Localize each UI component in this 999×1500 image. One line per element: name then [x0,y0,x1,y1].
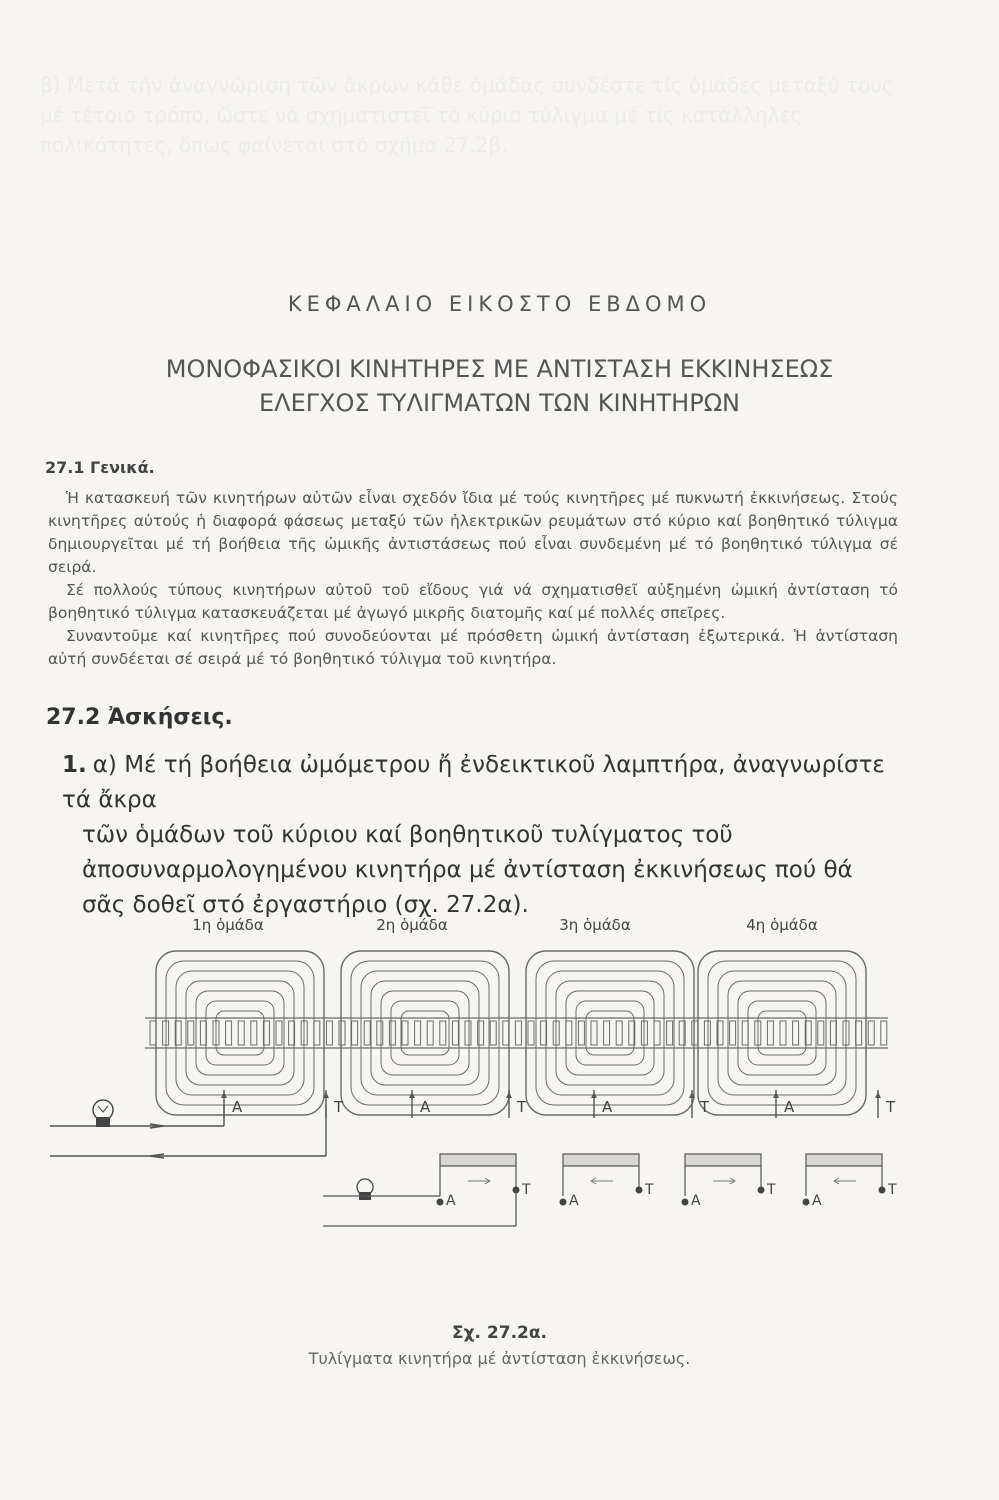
stator-slot [868,1021,874,1045]
stator-slot [402,1021,408,1045]
stator-slot [881,1021,887,1045]
stator-slot [465,1021,471,1045]
stator-slot [150,1021,156,1045]
stator-slot [616,1021,622,1045]
stator-slot [604,1021,610,1045]
stator-slot [251,1021,257,1045]
stator-slot [352,1021,358,1045]
winding-schematic [560,1154,655,1209]
coil-turn [371,981,479,1085]
stator-slot [440,1021,446,1045]
terminal-lead [506,1090,527,1118]
stator-slot [528,1021,534,1045]
terminal-label: Τ [767,1182,776,1198]
stator-slot [578,1021,584,1045]
title-line-2: ΕΛΕΓΧΟΣ ΤΥΛΙΓΜΑΤΩΝ ΤΩΝ ΚΙΝΗΤΗΡΩΝ [258,389,740,417]
terminal-label: Τ [334,1098,344,1116]
winding-diagram-svg [40,900,960,1245]
terminal-label: Α [420,1098,431,1116]
section-heading-general: 27.1 Γενικά. [45,458,155,477]
stator-slot [704,1021,710,1045]
schematic-row [437,1154,898,1209]
ghost-line: β) Μετά τήν ἀναγνώριση τῶν ἄκρων κάθε ὁμάδας συνδέστε τίς ὁμάδες μεταξύ τους [40,73,894,97]
test-circuit-main [50,1105,326,1158]
stator-slot [326,1021,332,1045]
show-through-text [40,70,940,160]
lamp-icon-small [357,1179,373,1200]
coil-turn [728,981,836,1085]
stator-slot [793,1021,799,1045]
terminal-lead [689,1090,710,1118]
terminal-lead [221,1090,243,1118]
exercise-1 [62,748,902,923]
group-label: 2η ὁμάδα [376,916,448,934]
stator-slot [503,1021,509,1045]
winding-schematic [437,1154,532,1209]
chapter-heading: ΚΕΦΑΛΑΙΟ ΕΙΚΟΣΤΟ ΕΒΔΟΜΟ [287,292,712,316]
winding-schematic [682,1154,777,1209]
stator-slot [515,1021,521,1045]
stator-slot [667,1021,673,1045]
stator-slot [452,1021,458,1045]
stator-slot [415,1021,421,1045]
terminal-label: Τ [517,1098,527,1116]
title-line-1: ΜΟΝΟΦΑΣΙΚΟΙ ΚΙΝΗΤΗΡΕΣ ΜΕ ΑΝΤΙΣΤΑΣΗ ΕΚΚΙΝΗΣΕΩΣ [165,355,834,383]
coil-turn [176,971,304,1095]
stator-slot [389,1021,395,1045]
terminal-label: Α [691,1193,701,1209]
stator-slot [427,1021,433,1045]
stator-slots [150,1021,887,1045]
group-labels [192,916,818,934]
terminal-label: Α [784,1098,795,1116]
stator-slot [188,1021,194,1045]
coil-groups [156,951,866,1115]
stator-slot [364,1021,370,1045]
stator-slot [339,1021,345,1045]
stator-slot [692,1021,698,1045]
figure-caption-number: Σχ. 27.2α. [451,1323,548,1343]
coil-turn [186,981,294,1085]
exercise-continuation: τῶν ὁμάδων τοῦ κύριου καί βοηθητικοῦ τυλίγματος τοῦ ἀποσυναρμολογημένου κινητήρα μέ ἀντίσταση ἐκκινήσεως πού θά σᾶς δοθεῖ στό ἐργαστήριο (σχ. 27.2α). [82,822,853,918]
paragraph: Σέ πολλούς τύπους κινητήρων αὐτοῦ τοῦ εἴδους γιά νά σχηματισθεῖ αὐξημένη ὠμική ἀντίσταση τό βοηθητικό τύλιγμα κατασκευάζεται μέ ἀγωγό μικρῆς διατομῆς καί μέ πολλές σπεῖρες. [48,581,898,622]
terminal-lead [409,1090,431,1118]
section-heading-exercises: 27.2 Ἀσκήσεις. [46,705,233,730]
winding-schematic [803,1154,898,1209]
group-label: 1η ὁμάδα [192,916,264,934]
stator-slot [730,1021,736,1045]
terminal-lead [773,1090,795,1118]
stator-slot [767,1021,773,1045]
terminal-label: Τ [886,1098,896,1116]
ghost-line: πολικότητες, ὅπως φαίνεται στό σχῆμα 27.2β. [40,133,508,157]
exercise-first-line: α) Μέ τή βοήθεια ὠμόμετρου ἤ ἐνδεικτικοῦ λαμπτήρα, ἀναγνωρίστε τά ἄκρα [62,752,885,813]
test-circuit-small [323,1190,516,1226]
terminal-lead [875,1090,896,1118]
stator-slot [226,1021,232,1045]
ghost-line: μέ τέτοιο τρόπο, ὥστε νά σχηματιστεῖ τό κύριο τύλιγμα μέ τίς κατάλληλες [40,103,803,127]
winding-diagram [40,900,960,1245]
coil-turn [708,961,856,1105]
lamp-icon [93,1100,113,1127]
exercise-number: 1. [62,752,87,778]
stator-slot [591,1021,597,1045]
stator-slot [780,1021,786,1045]
coil-turn [351,961,499,1105]
stator-slot [238,1021,244,1045]
stator-slot [654,1021,660,1045]
terminal-label: Τ [522,1182,531,1198]
coil-turn [361,971,489,1095]
stator-slot [490,1021,496,1045]
terminal-label: Α [446,1193,456,1209]
section-general-body [48,487,898,671]
paragraph: Συναντοῦμε καί κινητῆρες πού συνοδεύονται μέ πρόσθετη ὠμική ἀντίσταση ἐξωτερικά. Ἡ ἀντίσταση αὐτή συνδέεται σέ σειρά μέ τό βοηθητικό τύλιγμα τοῦ κινητήρα. [48,627,898,668]
stator-slot [818,1021,824,1045]
stator-slot [377,1021,383,1045]
stator-slot [276,1021,282,1045]
paragraph: Ἡ κατασκευή τῶν κινητήρων αὐτῶν εἶναι σχεδόν ἴδια μέ τούς κινητῆρες μέ πυκνωτή ἐκκινήσεως. Στούς κινητῆρες αὐτούς ἡ διαφορά φάσεως μεταξύ τῶν ἠλεκτρικῶν ρευμάτων στό κύριο καί βοηθητικό τύλιγμα δημιουργεῖται μέ τή βοήθεια τῆς ὠμικῆς ἀντιστάσεως πού εἶναι συνδεμένη μέ τό βοηθητικό τύλιγμα σέ σειρά. [48,489,898,576]
group-label: 4η ὁμάδα [746,916,818,934]
terminal-lead [591,1090,613,1118]
terminal-label: Τ [700,1098,710,1116]
coil-turn [718,971,846,1095]
stator-slot [566,1021,572,1045]
stator-slot [742,1021,748,1045]
terminal-label: Α [569,1193,579,1209]
terminal-label: Τ [645,1182,654,1198]
stator-slot [314,1021,320,1045]
terminal-label: Α [232,1098,243,1116]
group-label: 3η ὁμάδα [559,916,631,934]
terminal-label: Α [812,1193,822,1209]
terminal-label: Α [602,1098,613,1116]
terminal-label: Τ [888,1182,897,1198]
figure-caption-text: Τυλίγματα κινητήρα μέ ἀντίσταση ἐκκινήσεως. [308,1349,691,1368]
chapter-title [0,352,999,420]
